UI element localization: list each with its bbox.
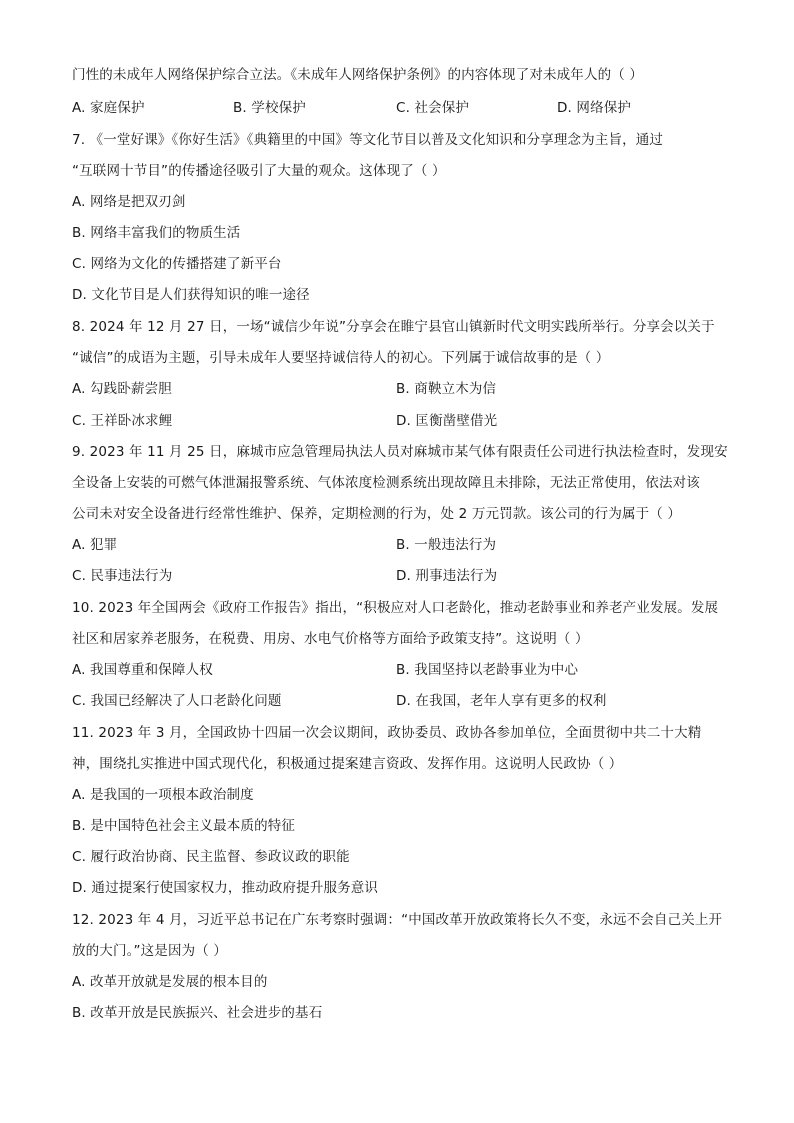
q7-option-c: C. 网络为文化的传播搭建了新平台 bbox=[72, 256, 282, 272]
q10-option-b: B. 我国坚持以老龄事业为中心 bbox=[396, 662, 579, 678]
q8-stem-line1: 8. 2024 年 12 月 27 日，一场“诚信少年说”分享会在睢宁县官山镇新时代文明实践所举行。分享会以关于 bbox=[72, 319, 715, 335]
q9-stem-line1: 9. 2023 年 11 月 25 日，麻城市应急管理局执法人员对麻城市某气体有限责任公司进行执法检查时，发现安 bbox=[72, 444, 728, 460]
q6-option-d: D. 网络保护 bbox=[557, 100, 632, 116]
q10-option-a: A. 我国尊重和保障人权 bbox=[72, 662, 213, 678]
q8-option-c: C. 王祥卧冰求鲤 bbox=[72, 413, 173, 429]
q11-option-c: C. 履行政治协商、民主监督、参政议政的职能 bbox=[72, 849, 350, 865]
q9-option-b: B. 一般违法行为 bbox=[396, 537, 497, 553]
q10-stem-line2: 社区和居家养老服务，在税费、用房、水电气价格等方面给予政策支持”。这说明（ ） bbox=[72, 631, 589, 647]
q10-option-d: D. 在我国，老年人享有更多的权利 bbox=[396, 693, 607, 709]
q8-option-a: A. 勾践卧薪尝胆 bbox=[72, 381, 172, 397]
q11-stem-line1: 11. 2023 年 3 月，全国政协十四届一次会议期间，政协委员、政协各参加单位，全面贯彻中共二十大精 bbox=[72, 725, 702, 741]
q7-option-b: B. 网络丰富我们的物质生活 bbox=[72, 225, 241, 241]
q6-stem-cont: 门性的未成年人网络保护综合立法。《未成年人网络保护条例》的内容体现了对未成年人的（ ） bbox=[72, 67, 643, 83]
q12-stem-line2: 放的大门。”这是因为（ ） bbox=[72, 943, 227, 959]
q7-option-d: D. 文化节目是人们获得知识的唯一途径 bbox=[72, 287, 310, 303]
q11-stem-line2: 神，围绕扎实推进中国式现代化，积极通过提案建言资政、发挥作用。这说明人民政协（ ） bbox=[72, 756, 623, 772]
q11-option-a: A. 是我国的一项根本政治制度 bbox=[72, 787, 254, 803]
q9-option-c: C. 民事违法行为 bbox=[72, 568, 173, 584]
q9-stem-line3: 公司未对安全设备进行经常性维护、保养，定期检测的行为，处 2 万元罚款。该公司的行为属于（ ） bbox=[72, 506, 682, 522]
q6-option-b: B. 学校保护 bbox=[233, 100, 306, 116]
q10-stem-line1: 10. 2023 年全国两会《政府工作报告》指出，“积极应对人口老龄化，推动老龄事业和养老产业发展。发展 bbox=[72, 600, 719, 616]
q11-option-d: D. 通过提案行使国家权力，推动政府提升服务意识 bbox=[72, 880, 379, 896]
q9-option-a: A. 犯罪 bbox=[72, 537, 118, 553]
q12-option-b: B. 改革开放是民族振兴、社会进步的基石 bbox=[72, 1005, 323, 1021]
q7-stem-line1: 7. 《一堂好课》《你好生活》《典籍里的中国》等文化节目以普及文化知识和分享理念为主旨，通过 bbox=[72, 132, 664, 148]
q7-stem-line2: “互联网十节目”的传播途径吸引了大量的观众。这体现了（ ） bbox=[72, 163, 446, 179]
q10-option-c: C. 我国已经解决了人口老龄化问题 bbox=[72, 693, 282, 709]
q8-stem-line2: “诚信”的成语为主题，引导未成年人要坚持诚信待人的初心。下列属于诚信故事的是（ ） bbox=[72, 350, 610, 366]
q8-option-b: B. 商鞅立木为信 bbox=[396, 381, 497, 397]
q12-option-a: A. 改革开放就是发展的根本目的 bbox=[72, 974, 268, 990]
q8-option-d: D. 匡衡凿壁借光 bbox=[396, 413, 498, 429]
q6-option-a: A. 家庭保护 bbox=[72, 100, 145, 116]
q7-option-a: A. 网络是把双刃剑 bbox=[72, 194, 186, 210]
q6-option-c: C. 社会保护 bbox=[396, 100, 470, 116]
q11-option-b: B. 是中国特色社会主义最本质的特征 bbox=[72, 818, 296, 834]
q9-option-d: D. 刑事违法行为 bbox=[396, 568, 498, 584]
q12-stem-line1: 12. 2023 年 4 月，习近平总书记在广东考察时强调：“中国改革开放政策将长久不变，永远不会自己关上开 bbox=[72, 912, 723, 928]
q9-stem-line2: 全设备上安装的可燃气体泄漏报警系统、气体浓度检测系统出现故障且未排除，无法正常使用，依法对该 bbox=[72, 475, 700, 491]
